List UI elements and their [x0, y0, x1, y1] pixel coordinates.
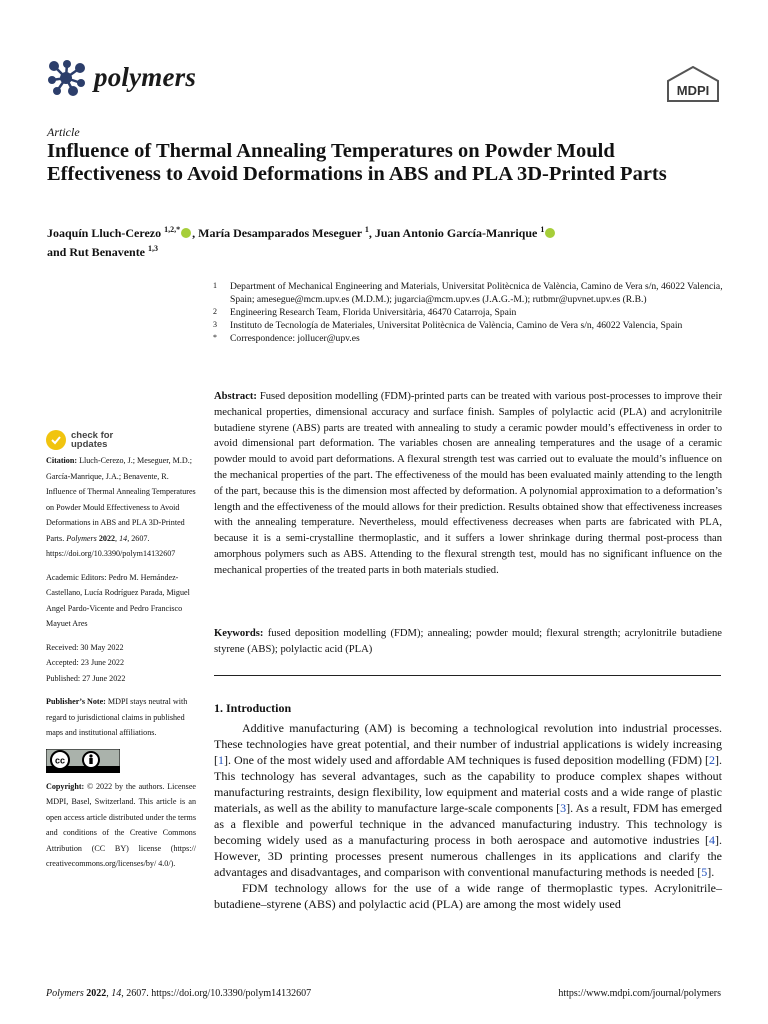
affiliation-text: Instituto de Tecnología de Materiales, Universitat Politècnica de València, Camino de Vera s/n, 46022 Valencia, Spain — [230, 320, 683, 331]
received-date: Received: 30 May 2022 — [46, 642, 124, 652]
affiliation-item — [213, 306, 728, 319]
section-heading: 1. Introduction — [214, 701, 292, 715]
citation-volume: 14 — [119, 533, 128, 543]
citation-journal: Polymers — [66, 533, 97, 543]
published-date: Published: 27 June 2022 — [46, 673, 126, 683]
citation-doi[interactable]: , 2607. https://doi.org/10.3390/polym14132607 — [46, 533, 176, 558]
body-text-segment: ]. This technology has several advantages, such as the capability to produce complex shapes without manufacturing restraints, design flexibility, low equipment and material costs and a wide range of plastic materials, as well as the ability to manufacture large-scale components [ — [214, 753, 722, 815]
author-affiliation-sup: 1 — [364, 225, 369, 234]
abstract-label: Abstract: — [214, 391, 257, 402]
article-type: Article — [47, 125, 80, 139]
author-name[interactable]: María Desamparados Meseguer — [198, 226, 362, 240]
reference-link[interactable]: 4 — [709, 833, 715, 847]
keywords — [214, 626, 722, 658]
author-affiliation-sup: 1,3 — [148, 244, 159, 253]
body-text-segment: ]. As a result, FDM has emerged as a flexible and powerful technique in the advanced manufacturing industry. This technology is becoming widely used as a manufacturing process in both aerospace and automotive industries [ — [214, 801, 722, 847]
author-separator: , — [368, 226, 375, 240]
affiliation-text: Department of Mechanical Engineering and Materials, Universitat Politècnica de València, Camino de Vera s/n, 46022 Valencia, Spain; amesegue@mcm.upv.es (M.D.M.); jugarcia@mcm.upv.es (J.A.G.-M.); rutbmr@upvnet.upv.es (R.B.) — [230, 281, 723, 305]
reference-link[interactable]: 5 — [701, 865, 708, 879]
citation-label: Citation: — [46, 456, 78, 465]
author-separator: , — [192, 226, 199, 240]
keywords-text: fused deposition modelling (FDM); annealing; powder mould; flexural strength; acrylonitrile butadiene styrene (ABS); polylactic acid (PLA) — [214, 628, 722, 655]
affiliation-number: 3 — [213, 320, 217, 329]
orcid-icon[interactable] — [181, 228, 191, 238]
body-text-segment: ]. — [707, 865, 715, 879]
abstract — [214, 389, 722, 579]
affiliation-item — [213, 319, 728, 332]
affiliations — [213, 280, 728, 345]
author-affiliation-sup: 1 — [540, 225, 545, 234]
check-for-updates-button[interactable] — [46, 430, 196, 450]
body-paragraph — [214, 880, 722, 912]
reference-link[interactable]: 2 — [709, 753, 715, 767]
cc-by-license-icon[interactable] — [46, 749, 120, 773]
affiliation-text: Correspondence: jollucer@upv.es — [230, 333, 360, 344]
citation: Citation: Lluch-Cerezo, J.; Meseguer, M.D.; García-Manrique, J.A.; Benavente, R. Influence of Thermal Annealing Temperatures on Powder Mould Effectiveness to Avoid Deformations in ABS and PLA 3D-Printed Parts. Polymers 2022, 14, 2607. https://doi.org/10.3390/polym14132607 — [46, 456, 196, 558]
reference-link[interactable]: 3 — [560, 801, 567, 815]
sidebar — [46, 430, 196, 872]
citation-text: Lluch-Cerezo, J.; Meseguer, M.D.; García-Manrique, J.A.; Benavente, R. Influence of Thermal Annealing Temperatures on Powder Mould Effectiveness to Avoid Deformations in ABS and PLA 3D-Printed Parts. — [46, 456, 196, 543]
journal-name: polymers — [94, 61, 197, 92]
publication-dates — [46, 640, 196, 687]
citation-year: 2022 — [98, 533, 116, 543]
svg-text:cc: cc — [54, 755, 66, 765]
body-paragraph — [214, 720, 722, 880]
accepted-date: Accepted: 23 June 2022 — [46, 658, 124, 667]
publisher-note-text: MDPI stays neutral with regard to jurisdictional claims in published maps and institutional affiliations. — [46, 697, 188, 737]
affiliation-item — [213, 332, 728, 345]
mdpi-logo-icon — [666, 66, 720, 102]
footer-volume: 14 — [111, 988, 122, 999]
author-name[interactable]: Juan Antonio García-Manrique — [374, 226, 538, 240]
footer-journal-link[interactable]: https://www.mdpi.com/journal/polymers — [558, 988, 721, 999]
author-list — [47, 222, 727, 260]
updates-line2: updates — [71, 439, 108, 450]
footer-citation: Polymers 2022, 14, 2607. https://doi.org/10.3390/polym14132607 — [46, 988, 312, 999]
footer-journal: Polymers — [46, 988, 84, 999]
publisher-note-label: Publisher’s Note: — [46, 697, 106, 706]
author-name[interactable]: and Rut Benavente — [47, 245, 146, 259]
copyright-text: © 2022 by the authors. Licensee MDPI, Basel, Switzerland. This article is an open access article distributed under the terms and conditions of the Creative Commons Attribution (CC BY) license (https:// creativecommons.org/licenses/by/ 4.0/). — [46, 781, 196, 868]
section-divider — [214, 675, 721, 676]
updates-line1: check for — [71, 430, 114, 441]
footer-doi-link[interactable]: , 2607. https://doi.org/10.3390/polym14132607 — [121, 988, 312, 999]
copyright-label: Copyright: — [46, 781, 85, 791]
author-name[interactable]: Joaquín Lluch-Cerezo — [47, 226, 162, 240]
article-title: Influence of Thermal Annealing Temperatures on Powder Mould Effectiveness to Avoid Deformations in ABS and PLA 3D-Printed Parts — [47, 140, 667, 185]
body-text-segment: ]. One of the most widely used and affordable AM techniques is fused deposition modelling (FDM) [ — [224, 753, 709, 767]
body-text-segment: ]. However, 3D printing processes present numerous challenges in its applications and clarify the advantages and disadvantages, and comparison with conventional manufacturing methods is needed [ — [214, 833, 722, 879]
polymers-logo-icon — [46, 58, 88, 96]
affiliation-number: 2 — [213, 307, 217, 316]
check-updates-icon — [46, 430, 66, 450]
reference-link[interactable]: 1 — [218, 753, 224, 767]
affiliation-item — [213, 280, 728, 306]
keywords-label: Keywords: — [214, 628, 264, 639]
body-text — [214, 720, 722, 912]
abstract-text: Fused deposition modelling (FDM)-printed parts can be treated with various post-processes to improve their mechanical properties, dimensional accuracy and surface finish. Samples of polylactic acid (PLA) and acrylonitrile butadiene styrene (ABS) parts are treated with annealing to study a ceramic powder mould’s effectiveness in order to avoid dimensional part deformation. The variables chosen are annealing temperatures and the usage of a ceramic powder mould to avoid part deformations. A flexural strength test was carried out to evaluate the mould’s influence on the mechanical properties of the part. The effectiveness of the mould has been evaluated mainly attending to the length of the part, because this is the dimension most affected by deformation. A polynomial approximation to a deformation’s length and the effectiveness of the mould allows for their prediction. Results obtained show that effectiveness increases with the annealing temperature. Nevertheless, mould effectiveness decreases when parts are fabricated with PLA, because it is a semi-crystalline thermoplastic, and it suffers a lower shrinkage during thermal post-process than amorphous polymers such as ABS. Attending to the flexural strength test, mould has no significant influence on the mechanical properties of the treated parts in both materials studied. — [214, 391, 722, 576]
affiliation-number: * — [213, 333, 217, 342]
journal-header — [46, 58, 196, 96]
affiliation-number: 1 — [213, 281, 217, 290]
body-text-segment: Additive manufacturing (AM) is becoming a technological revolution into industrial processes. These technologies have great potential, and their number of industrial applications is widely increasing [ — [214, 721, 722, 767]
publisher-note — [46, 694, 196, 741]
publisher-name: MDPI — [676, 83, 710, 98]
academic-editors: Academic Editors: Pedro M. Hernández-Castellano, Lucía Rodríguez Parada, Miguel Angel Pardo-Vicente and Pedro Francisco Mayuet Ares — [46, 572, 190, 628]
author-affiliation-sup: 1,2,* — [164, 225, 181, 234]
orcid-icon[interactable] — [545, 228, 555, 238]
affiliation-text: Engineering Research Team, Florida Universitària, 46470 Catarroja, Spain — [230, 307, 517, 318]
copyright — [46, 779, 196, 872]
footer-year: 2022 — [86, 988, 107, 999]
body-text-segment: FDM technology allows for the use of a wide range of thermoplastic types. Acrylonitrile–butadiene–styrene (ABS) and polylactic acid (PLA) are among the most widely used — [214, 881, 722, 911]
